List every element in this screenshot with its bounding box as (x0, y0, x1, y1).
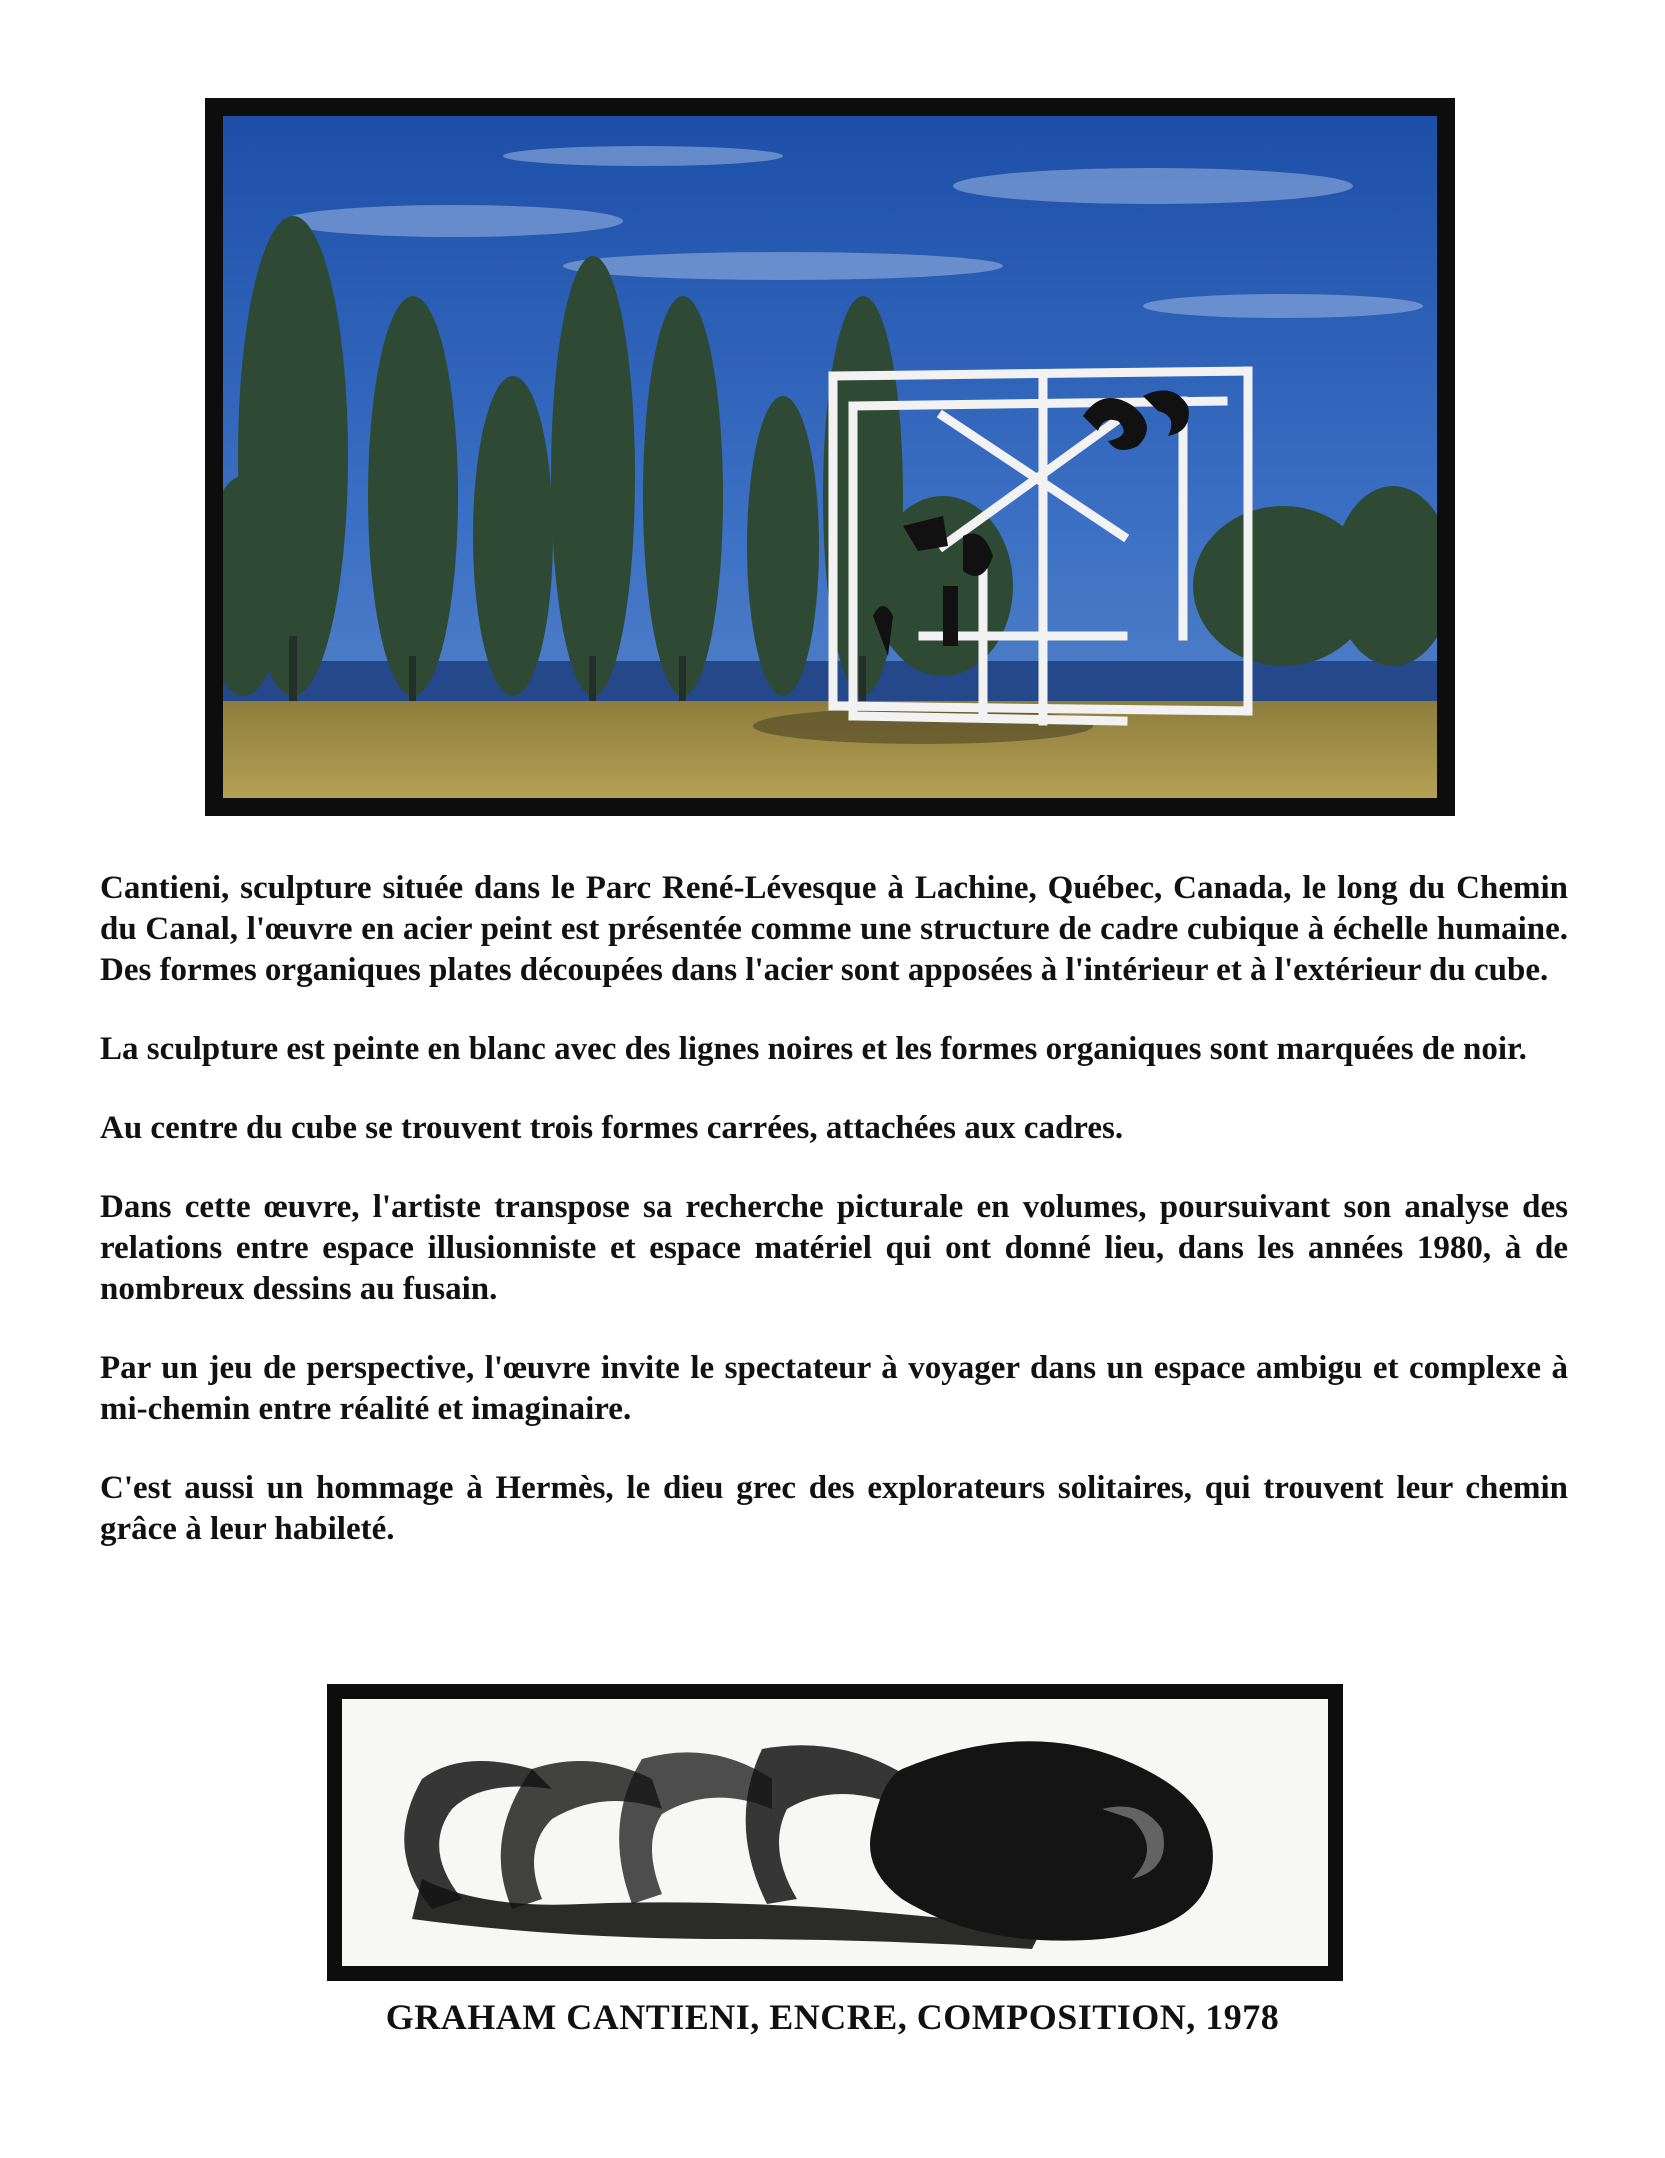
image-caption: GRAHAM CANTIENI, ENCRE, COMPOSITION, 1978 (385, 1997, 1280, 2037)
paragraph: Au centre du cube se trouvent trois formes carrées, attachées aux cadres. (100, 1110, 1124, 1146)
paragraph: Dans cette œuvre, l'artiste transpose sa recherche picturale en volumes, poursuivant son analyse des relations entre espace illusionniste et espace matériel qui ont donné lieu, dans les années 1980, à de nombreux dessins au fusain. (100, 1189, 1568, 1307)
sculpture-photo-frame (205, 98, 1455, 816)
paragraph: La sculpture est peinte en blanc avec des lignes noires et les formes organiques sont marquées de noir. (100, 1031, 1527, 1067)
sculpture-photo (223, 116, 1437, 798)
ink-composition-frame (327, 1684, 1343, 1981)
paragraph: Par un jeu de perspective, l'œuvre invite le spectateur à voyager dans un espace ambigu et complexe à mi-chemin entre réalité et imaginaire. (100, 1350, 1568, 1427)
paragraph: C'est aussi un hommage à Hermès, le dieu grec des explorateurs solitaires, qui trouvent leur chemin grâce à leur habileté. (100, 1470, 1568, 1547)
paragraph: Cantieni, sculpture située dans le Parc René-Lévesque à Lachine, Québec, Canada, le long du Chemin du Canal, l'œuvre en acier peint est présentée comme une structure de cadre cubique à échelle humaine. Des formes organiques plates découpées dans l'acier sont apposées à l'intérieur et à l'extérieur du cube. (100, 870, 1568, 988)
description-text (100, 868, 1568, 1588)
ink-composition (342, 1699, 1328, 1966)
